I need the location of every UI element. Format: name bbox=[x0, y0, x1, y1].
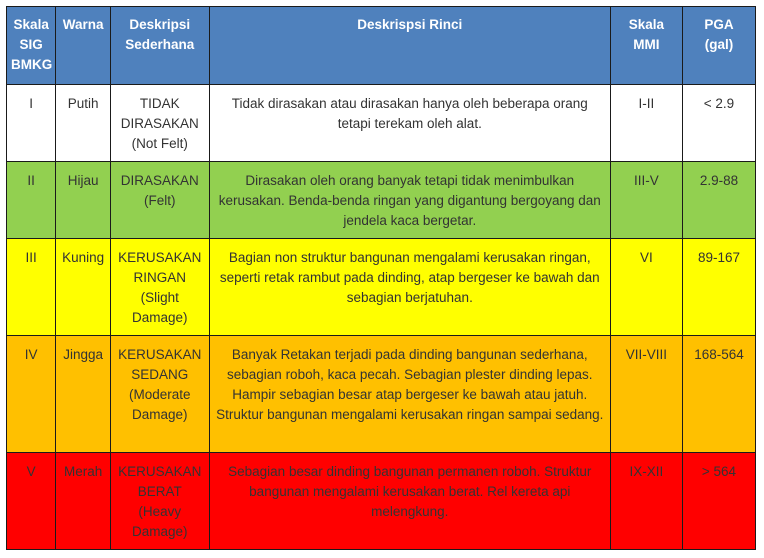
table-row bbox=[7, 85, 756, 162]
cell-warna: Putih bbox=[56, 85, 111, 162]
header-pga: PGA (gal) bbox=[682, 7, 755, 85]
table-header-row bbox=[7, 7, 756, 85]
cell-warna: Kuning bbox=[56, 239, 111, 336]
cell-pga: 89-167 bbox=[682, 239, 755, 336]
header-deskripsi-rinci: Deskrispsi Rinci bbox=[209, 7, 610, 85]
cell-deskripsi-sederhana: KERUSAKAN SEDANG (Moderate Damage) bbox=[110, 336, 209, 453]
cell-warna: Merah bbox=[56, 453, 111, 550]
cell-deskripsi-rinci: Bagian non struktur bangunan mengalami kerusakan ringan, seperti retak rambut pada dinding, atap bergeser ke bawah dan sebagian berjatuhan. bbox=[209, 239, 610, 336]
header-warna: Warna bbox=[56, 7, 111, 85]
cell-skala: I bbox=[7, 85, 56, 162]
cell-deskripsi-rinci: Dirasakan oleh orang banyak tetapi tidak menimbulkan kerusakan. Benda-benda ringan yang digantung bergoyang dan jendela kaca bergetar. bbox=[209, 162, 610, 239]
cell-deskripsi-sederhana: DIRASAKAN (Felt) bbox=[110, 162, 209, 239]
cell-skala: IV bbox=[7, 336, 56, 453]
cell-skala-mmi: I-II bbox=[610, 85, 682, 162]
cell-skala-mmi: IX-XII bbox=[610, 453, 682, 550]
cell-warna: Jingga bbox=[56, 336, 111, 453]
table-row bbox=[7, 239, 756, 336]
header-skala-sig-bmkg: Skala SIG BMKG bbox=[7, 7, 56, 85]
cell-skala-mmi: VI bbox=[610, 239, 682, 336]
cell-pga: 2.9-88 bbox=[682, 162, 755, 239]
cell-deskripsi-sederhana: TIDAK DIRASAKAN (Not Felt) bbox=[110, 85, 209, 162]
cell-pga: > 564 bbox=[682, 453, 755, 550]
cell-deskripsi-rinci: Sebagian besar dinding bangunan permanen roboh. Struktur bangunan mengalami kerusakan berat. Rel kereta api melengkung. bbox=[209, 453, 610, 550]
header-skala-mmi: Skala MMI bbox=[610, 7, 682, 85]
cell-deskripsi-sederhana: KERUSAKAN RINGAN (Slight Damage) bbox=[110, 239, 209, 336]
cell-skala: III bbox=[7, 239, 56, 336]
cell-pga: 168-564 bbox=[682, 336, 755, 453]
cell-pga: < 2.9 bbox=[682, 85, 755, 162]
header-deskripsi-sederhana: Deskripsi Sederhana bbox=[110, 7, 209, 85]
earthquake-intensity-table bbox=[6, 6, 756, 550]
table-row bbox=[7, 453, 756, 550]
cell-skala-mmi: VII-VIII bbox=[610, 336, 682, 453]
table-row bbox=[7, 162, 756, 239]
cell-deskripsi-rinci: Tidak dirasakan atau dirasakan hanya oleh beberapa orang tetapi terekam oleh alat. bbox=[209, 85, 610, 162]
cell-skala-mmi: III-V bbox=[610, 162, 682, 239]
table-row bbox=[7, 336, 756, 453]
cell-skala: V bbox=[7, 453, 56, 550]
cell-warna: Hijau bbox=[56, 162, 111, 239]
cell-deskripsi-rinci: Banyak Retakan terjadi pada dinding bangunan sederhana, sebagian roboh, kaca pecah. Sebagian plester dinding lepas. Hampir sebagian besar atap bergeser ke bawah atau jatuh. Struktur bangunan mengalami kerusakan ringan sampai sedang. bbox=[209, 336, 610, 453]
cell-skala: II bbox=[7, 162, 56, 239]
cell-deskripsi-sederhana: KERUSAKAN BERAT (Heavy Damage) bbox=[110, 453, 209, 550]
